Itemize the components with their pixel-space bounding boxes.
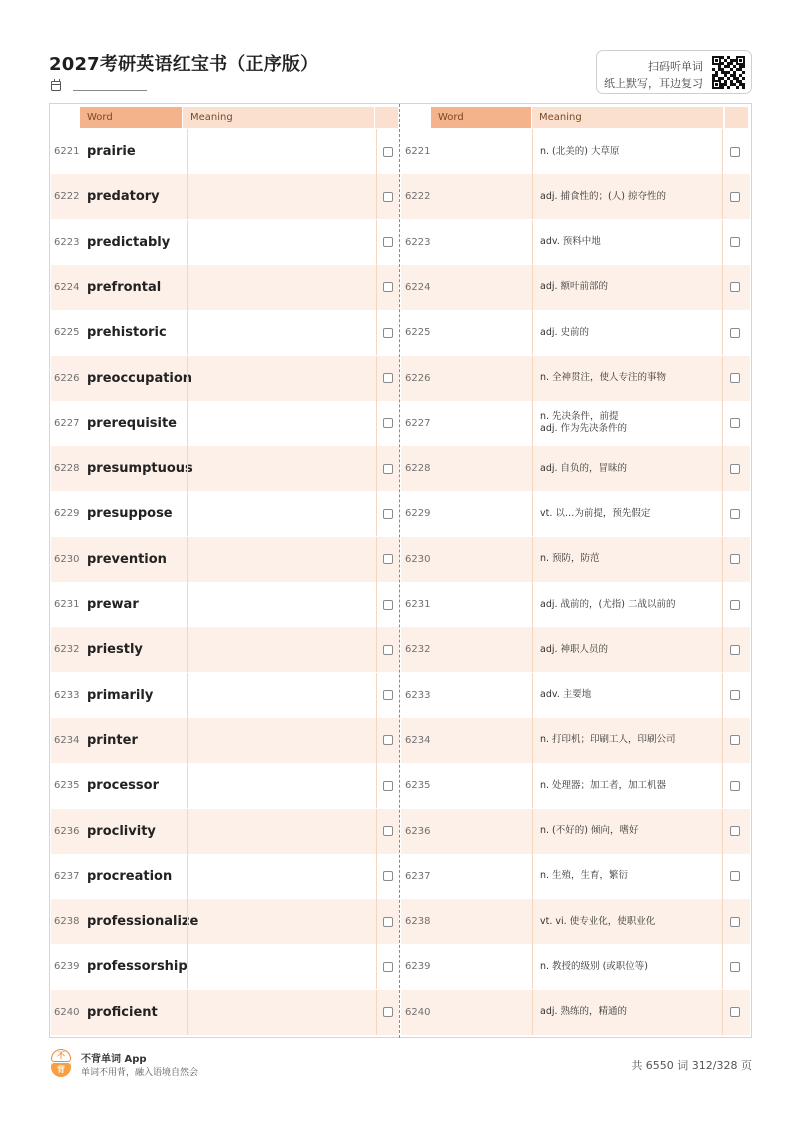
checkbox[interactable] [383,554,393,564]
left-table-row [51,220,399,265]
checkbox-cell [376,809,399,854]
meaning-blank [187,854,376,899]
meaning-blank [187,129,376,174]
meaning-blank [187,310,376,355]
word-text: procreation [87,868,173,884]
word-blank [431,401,532,446]
row-number: 6224 [54,281,80,293]
right-table-row [401,763,750,808]
right-table-row [401,854,750,899]
checkbox-cell [376,582,399,627]
row-number: 6235 [405,780,431,792]
meaning-blank [187,944,376,989]
left-header-check [375,107,398,128]
meaning-blank [187,220,376,265]
row-number: 6234 [405,734,431,746]
row-number: 6239 [54,961,80,973]
row-number: 6227 [405,417,431,429]
word-text: prevention [87,551,167,567]
word-blank [431,310,532,355]
word-text: prairie [87,144,136,159]
checkbox[interactable] [383,826,393,836]
right-table-row [401,174,750,219]
right-table-row [401,310,750,355]
left-table-row [51,718,399,763]
left-table-row [51,491,399,536]
right-table-row [401,446,750,491]
meaning-blank [187,673,376,718]
checkbox[interactable] [730,645,740,655]
checkbox-cell [722,310,747,355]
footer-slogan: 单词不用背，融入语境自然会 [81,1068,199,1078]
right-table-row [401,627,750,672]
row-number: 6226 [54,372,80,384]
row-number: 6228 [405,463,431,475]
checkbox[interactable] [730,690,740,700]
row-number: 6234 [54,734,80,746]
checkbox-cell [376,990,399,1035]
row-number: 6222 [405,191,431,203]
fold-divider [399,104,400,1038]
left-table-row [51,763,399,808]
audio-promo-box [596,50,752,94]
checkbox[interactable] [730,735,740,745]
meaning-blank [187,718,376,763]
checkbox[interactable] [383,690,393,700]
checkbox[interactable] [383,1007,393,1017]
checkbox-cell [722,129,747,174]
meaning-blank [187,627,376,672]
word-text: prerequisite [87,415,178,431]
word-text: prewar [87,597,139,612]
word-text: predictably [87,234,171,250]
meaning-text: n. (北美的) 大草原 [532,129,722,174]
left-table-row [51,582,399,627]
checkbox-cell [376,265,399,310]
checkbox[interactable] [383,600,393,610]
checkbox[interactable] [383,962,393,972]
checkbox[interactable] [730,554,740,564]
word-blank [431,990,532,1035]
right-table-row [401,944,750,989]
checkbox-cell [376,220,399,265]
row-number: 6222 [54,191,80,203]
word-text: professorship [87,959,188,975]
word-blank [431,356,532,401]
word-blank [431,673,532,718]
meaning-text: adj. 额叶前部的 [532,265,722,310]
left-table-row [51,265,399,310]
word-text: priestly [87,642,143,658]
word-text: professionalize [87,914,199,930]
meaning-blank [187,537,376,582]
meaning-blank [187,174,376,219]
word-blank [431,491,532,536]
word-blank [431,809,532,854]
row-number: 6223 [54,236,80,248]
word-blank [431,446,532,491]
meaning-text: adj. 捕食性的；(人) 掠夺性的 [532,174,722,219]
checkbox[interactable] [730,464,740,474]
promo-line-1: 扫码听单词 [648,60,703,73]
left-header-word: Word [80,107,182,128]
meaning-blank [187,401,376,446]
checkbox-cell [722,899,747,944]
checkbox-cell [722,673,747,718]
row-number: 6237 [405,870,431,882]
row-number: 6238 [405,916,431,928]
right-table-header [431,107,748,128]
word-blank [431,854,532,899]
row-number: 6236 [54,825,80,837]
row-number: 6224 [405,281,431,293]
checkbox[interactable] [383,464,393,474]
checkbox[interactable] [730,826,740,836]
meaning-text: n. 先决条件，前提 adj. 作为先决条件的 [532,401,722,446]
word-text: prefrontal [87,279,162,295]
right-table-row [401,265,750,310]
checkbox[interactable] [383,509,393,519]
date-blank-line [73,80,147,91]
promo-line-2: 纸上默写，耳边复习 [604,77,703,90]
word-blank [431,129,532,174]
word-text: presuppose [87,506,173,522]
checkbox[interactable] [730,962,740,972]
right-table-row [401,401,750,446]
row-number: 6238 [54,916,80,928]
right-table-row [401,491,750,536]
word-text: proficient [87,1004,158,1020]
row-number: 6229 [405,508,431,520]
word-text: primarily [87,687,154,703]
row-number: 6227 [54,417,80,429]
checkbox-cell [722,990,747,1035]
checkbox[interactable] [383,871,393,881]
row-number: 6240 [54,1006,80,1018]
checkbox[interactable] [730,871,740,881]
right-table-row [401,582,750,627]
row-number: 6233 [405,689,431,701]
word-text: preoccupation [87,370,193,386]
row-number: 6231 [54,599,80,610]
checkbox[interactable] [730,1007,740,1017]
checkbox[interactable] [730,328,740,338]
meaning-text: adj. 史前的 [532,310,722,355]
left-table-row [51,809,399,854]
row-number: 6240 [405,1006,431,1018]
right-table-row [401,718,750,763]
qr-code-icon [712,56,745,89]
right-table-row [401,356,750,401]
meaning-text: vt. vi. 使专业化，使职业化 [532,899,722,944]
row-number: 6233 [54,689,80,701]
row-number: 6239 [405,961,431,973]
checkbox-cell [722,174,747,219]
meaning-blank [187,446,376,491]
right-table-row [401,673,750,718]
row-number: 6229 [54,508,80,520]
checkbox-cell [376,129,399,174]
meaning-text: adj. 熟练的，精通的 [532,990,722,1035]
checkbox-cell [722,356,747,401]
right-table-row [401,899,750,944]
left-table-row [51,174,399,219]
checkbox-cell [722,265,747,310]
word-blank [431,582,532,627]
right-header-check [725,107,748,128]
row-number: 6223 [405,236,431,248]
checkbox[interactable] [730,237,740,247]
logo-top-glyph: 不 [51,1049,71,1062]
meaning-text: n. 教授的级别 (或职位等) [532,944,722,989]
left-table-header [80,107,398,128]
checkbox[interactable] [730,509,740,519]
word-text: presumptuous [87,461,193,477]
checkbox[interactable] [730,917,740,927]
meaning-text: adj. 神职人员的 [532,627,722,672]
left-table-row [51,401,399,446]
left-table-row [51,673,399,718]
left-table-row [51,356,399,401]
checkbox[interactable] [383,418,393,428]
footer-app-name: 不背单词 App [81,1054,147,1065]
checkbox[interactable] [730,192,740,202]
left-header-meaning: Meaning [183,107,374,128]
left-table-row [51,899,399,944]
word-blank [431,763,532,808]
date-field [51,80,147,91]
checkbox[interactable] [383,192,393,202]
left-table-row [51,627,399,672]
checkbox[interactable] [383,735,393,745]
meaning-blank [187,899,376,944]
app-logo [51,1049,71,1077]
checkbox-cell [722,627,747,672]
right-table-row [401,809,750,854]
word-text: prehistoric [87,325,167,341]
row-number: 6225 [54,327,80,339]
checkbox-cell [376,627,399,672]
checkbox-cell [722,854,747,899]
checkbox-cell [722,582,747,627]
meaning-text: n. 生殖，生育，繁衍 [532,854,722,899]
checkbox[interactable] [383,282,393,292]
row-number: 6232 [54,644,80,656]
meaning-text: n. 全神贯注，使人专注的事物 [532,356,722,401]
row-number: 6231 [405,599,431,610]
row-number: 6226 [405,372,431,384]
checkbox[interactable] [383,147,393,157]
calendar-icon [51,81,61,91]
word-text: predatory [87,189,160,205]
word-text: proclivity [87,823,156,839]
row-number: 6221 [405,146,431,157]
row-number: 6232 [405,644,431,656]
word-blank [431,899,532,944]
checkbox-cell [722,220,747,265]
meaning-text: adj. 战前的，(尤指) 二战以前的 [532,582,722,627]
checkbox-cell [376,356,399,401]
checkbox[interactable] [383,237,393,247]
checkbox[interactable] [383,917,393,927]
meaning-blank [187,265,376,310]
left-table-row [51,990,399,1035]
word-blank [431,174,532,219]
meaning-blank [187,491,376,536]
checkbox-cell [376,944,399,989]
meaning-blank [187,990,376,1035]
right-table-row [401,129,750,174]
checkbox[interactable] [383,328,393,338]
checkbox-cell [376,174,399,219]
meaning-text: n. 打印机；印刷工人，印刷公司 [532,718,722,763]
meaning-text: adj. 自负的，冒昧的 [532,446,722,491]
checkbox-cell [722,401,747,446]
checkbox[interactable] [383,781,393,791]
checkbox[interactable] [730,373,740,383]
row-number: 6230 [54,553,80,565]
word-blank [431,265,532,310]
word-blank [431,944,532,989]
row-number: 6228 [54,463,80,475]
meaning-text: adv. 预料中地 [532,220,722,265]
checkbox[interactable] [383,373,393,383]
left-table-row [51,537,399,582]
meaning-blank [187,809,376,854]
checkbox[interactable] [730,600,740,610]
row-number: 6235 [54,780,80,792]
logo-bottom-glyph: 背 [51,1063,71,1077]
meaning-blank [187,356,376,401]
checkbox-cell [376,446,399,491]
right-header-word: Word [431,107,531,128]
word-text: processor [87,778,159,794]
left-table-row [51,854,399,899]
right-table-row [401,537,750,582]
checkbox-cell [376,854,399,899]
checkbox-cell [376,491,399,536]
checkbox-cell [722,809,747,854]
row-number: 6237 [54,870,80,882]
row-number: 6236 [405,825,431,837]
meaning-blank [187,582,376,627]
meaning-text: n. (不好的) 倾向，嗜好 [532,809,722,854]
word-blank [431,220,532,265]
meaning-text: adv. 主要地 [532,673,722,718]
left-table-row [51,944,399,989]
checkbox[interactable] [730,781,740,791]
checkbox-cell [376,401,399,446]
right-table-row [401,220,750,265]
word-blank [431,627,532,672]
checkbox-cell [722,718,747,763]
checkbox[interactable] [730,147,740,157]
left-table-row [51,129,399,174]
meaning-blank [187,763,376,808]
checkbox-cell [722,944,747,989]
page-title: 2027考研英语红宝书（正序版） [49,54,319,75]
word-blank [431,537,532,582]
checkbox-cell [722,537,747,582]
checkbox-cell [376,537,399,582]
left-table-row [51,310,399,355]
checkbox-cell [376,718,399,763]
checkbox[interactable] [730,418,740,428]
checkbox-cell [376,763,399,808]
right-table-row [401,990,750,1035]
checkbox-cell [376,899,399,944]
meaning-text: vt. 以…为前提，预先假定 [532,491,722,536]
checkbox-cell [722,446,747,491]
checkbox-cell [722,491,747,536]
checkbox-cell [722,763,747,808]
checkbox[interactable] [730,282,740,292]
row-number: 6221 [54,146,80,157]
word-text: printer [87,732,138,748]
row-number: 6230 [405,553,431,565]
meaning-text: n. 处理器；加工者，加工机器 [532,763,722,808]
page-counter: 共 6550 词 312/328 页 [631,1059,752,1072]
word-blank [431,718,532,763]
right-header-meaning: Meaning [532,107,723,128]
checkbox[interactable] [383,645,393,655]
meaning-text: n. 预防，防范 [532,537,722,582]
left-table-row [51,446,399,491]
checkbox-cell [376,673,399,718]
row-number: 6225 [405,327,431,339]
checkbox-cell [376,310,399,355]
